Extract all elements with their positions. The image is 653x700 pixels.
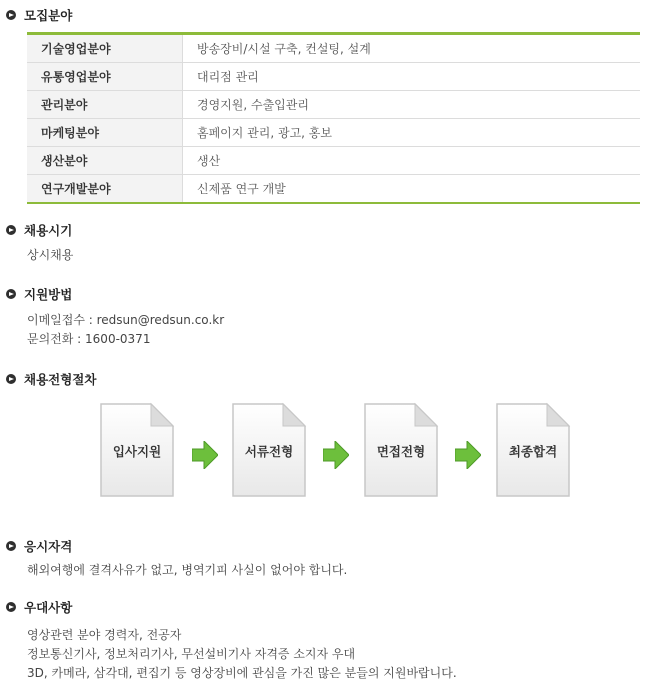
apply-email: 이메일접수 : redsun@redsun.co.kr <box>27 313 225 327</box>
circle-arrow-bullet-icon <box>6 289 16 299</box>
preference-line: 영상관련 분야 경력자, 전공자 <box>27 628 182 642</box>
table-row <box>27 175 640 204</box>
field-desc: 홈페이지 관리, 광고, 홍보 <box>183 119 641 147</box>
green-arrow-icon <box>192 441 218 469</box>
field-desc: 신제품 연구 개발 <box>197 182 286 196</box>
section-title-fields: 모집분야 <box>6 6 72 24</box>
preference-line: 정보통신기사, 정보처리기사, 무선설비기사 자격증 소지자 우대 <box>27 647 356 661</box>
table-row <box>27 147 640 175</box>
field-desc: 방송장비/시설 구축, 컨설팅, 설계 <box>183 34 641 63</box>
field-desc: 생산 <box>183 147 641 175</box>
qualification-text: 해외여행에 결격사유가 없고, 병역기피 사실이 없어야 합니다. <box>27 563 348 577</box>
table-row <box>27 119 640 147</box>
section-title-apply: 지원방법 <box>6 285 72 303</box>
section-title-timing: 채용시기 <box>6 221 72 239</box>
circle-arrow-bullet-icon <box>6 225 16 235</box>
process-step <box>99 402 175 498</box>
table-row <box>27 91 640 119</box>
apply-phone: 문의전화 : 1600-0371 <box>27 332 151 346</box>
field-name: 생산분야 <box>27 147 183 175</box>
preference-line: 3D, 카메라, 삼각대, 편집기 등 영상장비에 관심을 가진 많은 분들의 지원바랍니다. <box>27 666 457 680</box>
process-step <box>495 402 571 498</box>
field-desc: 경영지원, 수출입관리 <box>183 91 641 119</box>
step-label: 서류전형 <box>244 444 294 459</box>
process-step <box>231 402 307 498</box>
table-row <box>27 34 640 63</box>
step-label: 입사지원 <box>112 444 162 459</box>
green-arrow-icon <box>455 441 481 469</box>
field-name: 관리분야 <box>27 91 183 119</box>
timing-text: 상시채용 <box>27 248 74 262</box>
circle-arrow-bullet-icon <box>6 602 16 612</box>
step-label: 최종합격 <box>508 444 558 459</box>
circle-arrow-bullet-icon <box>6 374 16 384</box>
step-label: 면접전형 <box>376 444 426 459</box>
field-name: 기술영업분야 <box>27 34 183 63</box>
field-name: 유통영업분야 <box>27 63 183 91</box>
section-title-qualification: 응시자격 <box>6 537 72 555</box>
circle-arrow-bullet-icon <box>6 541 16 551</box>
fields-table <box>27 32 640 204</box>
circle-arrow-bullet-icon <box>6 10 16 20</box>
process-step <box>363 402 439 498</box>
section-title-preference: 우대사항 <box>6 598 72 616</box>
field-desc: 대리점 관리 <box>183 63 641 91</box>
section-title-process: 채용전형절차 <box>6 370 96 388</box>
table-row <box>27 63 640 91</box>
green-arrow-icon <box>323 441 349 469</box>
field-name: 연구개발분야 <box>27 175 183 204</box>
field-name: 마케팅분야 <box>27 119 183 147</box>
